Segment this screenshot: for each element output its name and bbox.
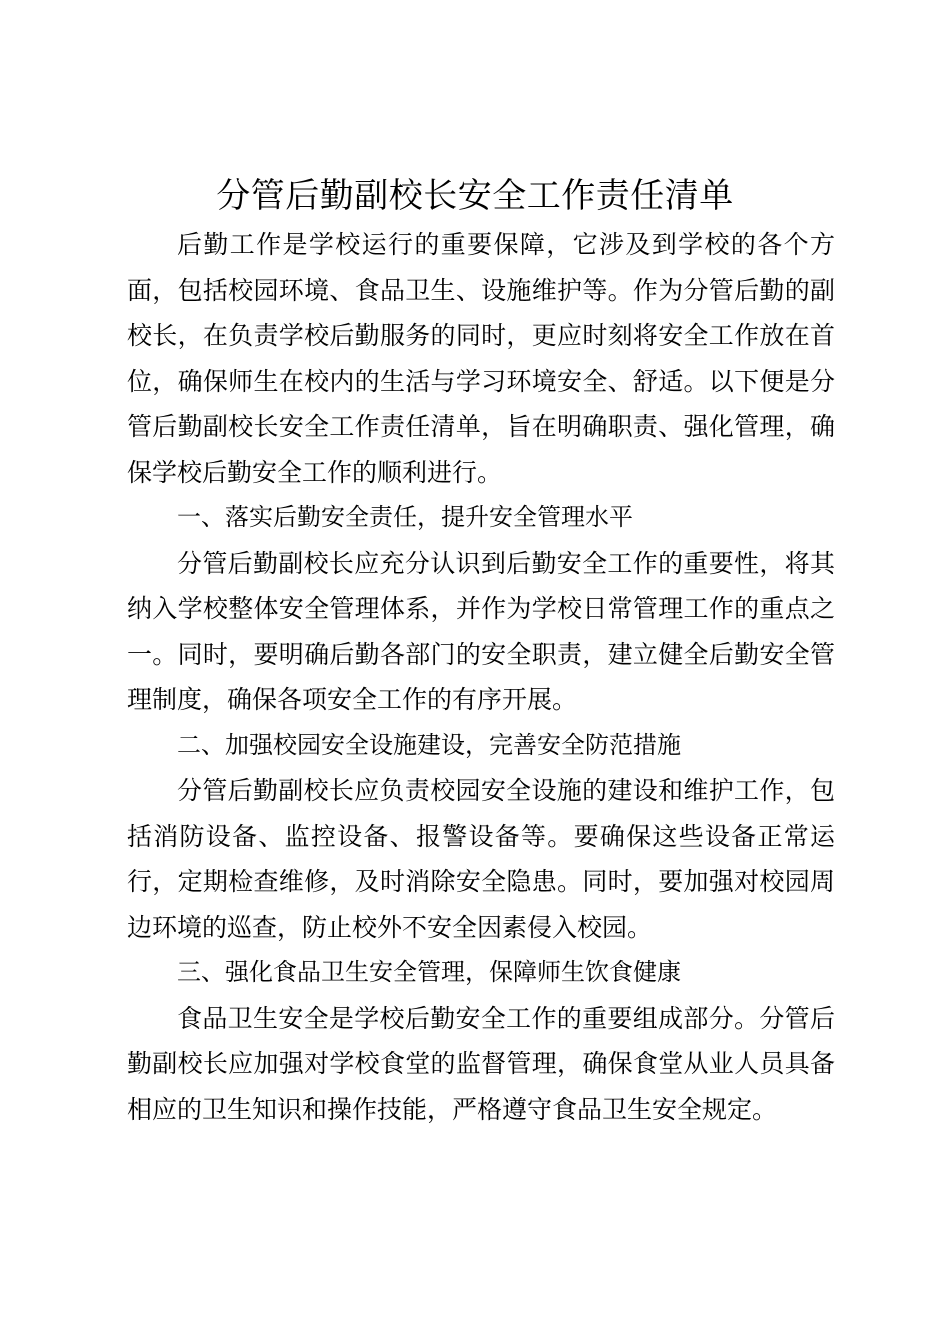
document-body [127, 222, 835, 1132]
intro-paragraph: 后勤工作是学校运行的重要保障，它涉及到学校的各个方面，包括校园环境、食品卫生、设施维护等。作为分管后勤的副校长，在负责学校后勤服务的同时，更应时刻将安全工作放在首位，确保师生在校内的生活与学习环境安全、舒适。以下便是分管后勤副校长安全工作责任清单，旨在明确职责、强化管理，确保学校后勤安全工作的顺利进行。 [127, 230, 835, 487]
section-paragraph-1: 分管后勤副校长应充分认识到后勤安全工作的重要性，将其纳入学校整体安全管理体系，并作为学校日常管理工作的重点之一。同时，要明确后勤各部门的安全职责，建立健全后勤安全管理制度，确保各项安全工作的有序开展。 [127, 548, 835, 714]
section-heading-1: 一、落实后勤安全责任，提升安全管理水平 [177, 503, 633, 531]
section-heading-2: 二、加强校园安全设施建设，完善安全防范措施 [177, 730, 681, 759]
document-title: 分管后勤副校长安全工作责任清单 [216, 176, 734, 216]
section-paragraph-2: 分管后勤副校长应负责校园安全设施的建设和维护工作，包括消防设备、监控设备、报警设备等。要确保这些设备正常运行，定期检查维修，及时消除安全隐患。同时，要加强对校园周边环境的巡查，防止校外不安全因素侵入校园。 [127, 776, 835, 942]
section-paragraph-3: 食品卫生安全是学校后勤安全工作的重要组成部分。分管后勤副校长应加强对学校食堂的监督管理，确保食堂从业人员具备相应的卫生知识和操作技能，严格遵守食品卫生安全规定。 [127, 1003, 835, 1124]
section-heading-3: 三、强化食品卫生安全管理，保障师生饮食健康 [177, 958, 681, 986]
